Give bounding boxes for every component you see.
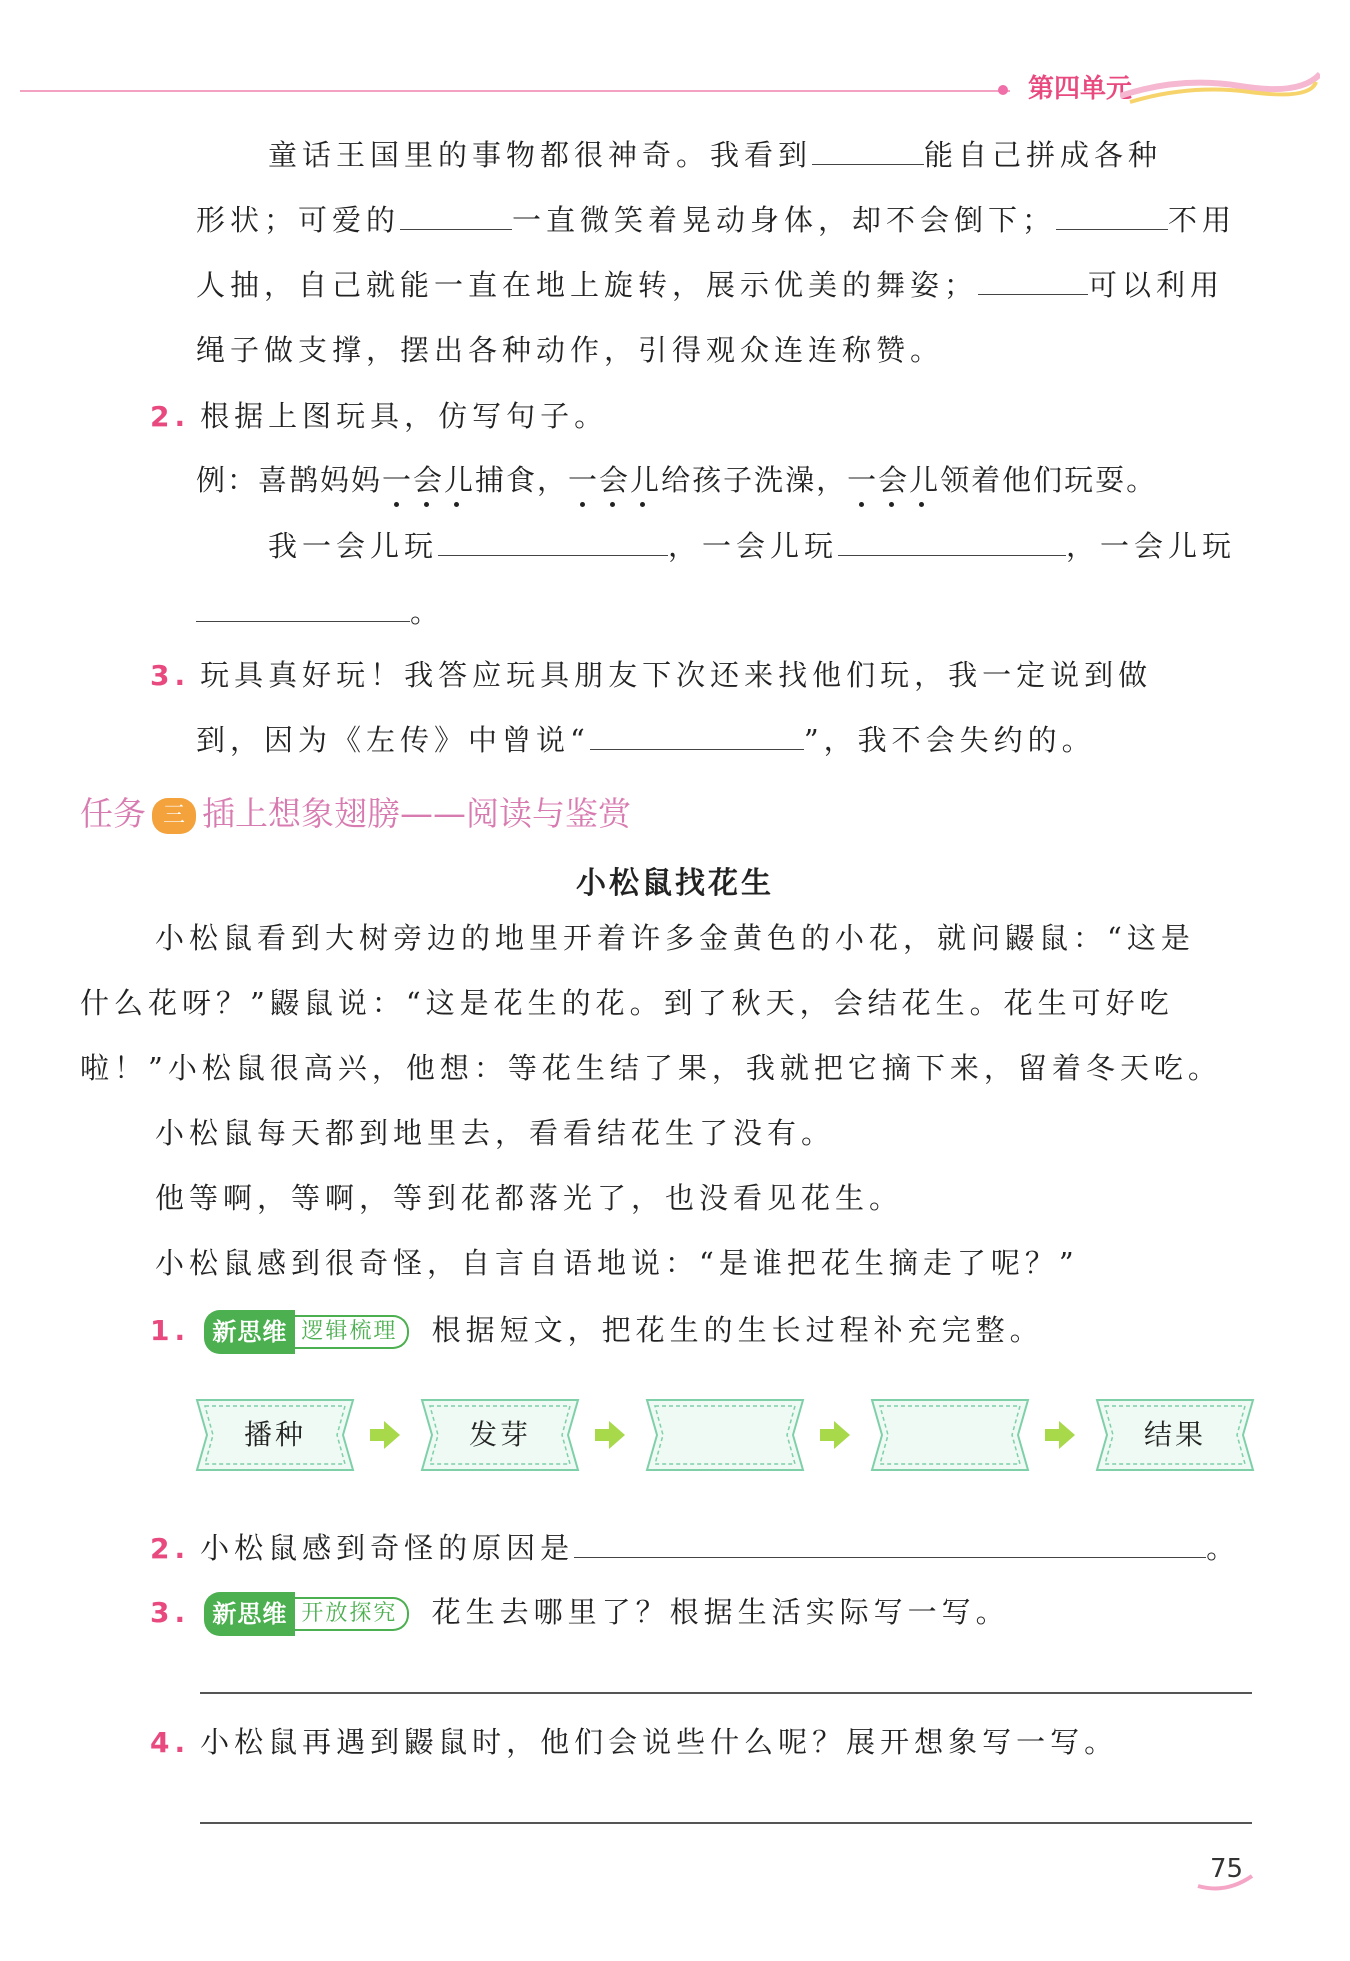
- flow-step-box: [1095, 1398, 1255, 1472]
- story-paragraph-1-line-3: 啦！”小松鼠很高兴，他想：等花生结了果，我就把它摘下来，留着冬天吃。: [80, 1051, 1222, 1085]
- flow-step-box: [195, 1398, 355, 1472]
- answer-blank[interactable]: [1056, 205, 1168, 230]
- story-paragraph-1-line-1: 小松鼠看到大树旁边的地里开着许多金黄色的小花，就问鼹鼠：“这是: [155, 921, 1195, 955]
- story-paragraph-1-line-2: 什么花呀？”鼹鼠说：“这是花生的花。到了秋天，会结花生。花生可好吃: [80, 986, 1174, 1020]
- story-paragraph-4: 小松鼠感到很奇怪，自言自语地说：“是谁把花生摘走了呢？”: [155, 1246, 1079, 1280]
- new-thinking-badge: 新思维: [204, 1310, 295, 1354]
- story-paragraph-3: 他等啊，等啊，等到花都落光了，也没看见花生。: [155, 1181, 904, 1215]
- emphasis-dots: 一会儿: [847, 463, 940, 497]
- arrow-right-icon: [368, 1418, 402, 1452]
- flow-step-box: [420, 1398, 580, 1472]
- task-number-badge: 三: [152, 798, 196, 834]
- task-heading: 任务 三 插上想象翅膀——阅读与鉴赏: [80, 794, 631, 833]
- flow-step-box[interactable]: [870, 1398, 1030, 1472]
- arrow-right-icon: [818, 1418, 852, 1452]
- flow-step-label: [645, 1398, 805, 1472]
- answer-blank[interactable]: [574, 1533, 1206, 1558]
- new-thinking-badge: 新思维: [204, 1592, 295, 1636]
- passage-line-3: 人抽，自己就能一直在地上旋转，展示优美的舞姿； 可以利用: [196, 268, 1225, 302]
- reading-question-3: 3. 新思维 开放探究 花生去哪里了？根据生活实际写一写。: [150, 1592, 1010, 1636]
- unit-label: 第四单元: [1028, 74, 1133, 104]
- emphasis-dots: 一会儿: [382, 463, 475, 497]
- answer-blank[interactable]: [400, 205, 512, 230]
- flow-step-label: 播种: [243, 1418, 306, 1451]
- answer-blank[interactable]: [978, 270, 1088, 295]
- imitation-line-2: 。: [196, 592, 444, 632]
- page-number: 75: [1210, 1854, 1244, 1884]
- answer-blank[interactable]: [838, 531, 1066, 556]
- arrow-right-icon: [593, 1418, 627, 1452]
- question-2: 2. 根据上图玩具，仿写句子。: [150, 399, 609, 433]
- flow-step-box[interactable]: [645, 1398, 805, 1472]
- arrow-right-icon: [1043, 1418, 1077, 1452]
- header-rule: [20, 90, 1010, 92]
- passage-line-4: 绳子做支撑，摆出各种动作，引得观众连连称赞。: [196, 333, 945, 367]
- passage-line-1: 童话王国里的事物都很神奇。我看到 能自己拼成各种: [268, 138, 1163, 172]
- answer-blank[interactable]: [196, 597, 410, 622]
- logic-tag: 逻辑梳理: [295, 1315, 409, 1349]
- story-title: 小松鼠找花生: [576, 866, 774, 901]
- example-sentence: 例：喜鹊妈妈一会儿 捕食，一会儿 给孩子洗澡，一会儿 领着他们玩耍。: [196, 460, 1157, 500]
- passage-line-2: 形状；可爱的 一直微笑着晃动身体，却不会倒下； 不用: [196, 203, 1237, 237]
- imitation-line-1: 我一会儿玩 ，一会儿玩 ，一会儿玩: [268, 529, 1237, 563]
- reading-question-2: 2. 小松鼠感到奇怪的原因是 。: [150, 1531, 1241, 1565]
- header-dot-icon: [998, 85, 1008, 95]
- flow-step-label: 发芽: [468, 1418, 531, 1451]
- answer-line[interactable]: [200, 1822, 1252, 1824]
- open-exploration-tag: 开放探究: [295, 1597, 409, 1631]
- answer-blank[interactable]: [590, 725, 804, 750]
- question-3: 3. 玩具真好玩！我答应玩具朋友下次还来找他们玩，我一定说到做: [150, 658, 1153, 692]
- answer-blank[interactable]: [438, 531, 668, 556]
- reading-question-1: 1. 新思维 逻辑梳理 根据短文，把花生的生长过程补充完整。: [150, 1310, 1044, 1354]
- story-paragraph-2: 小松鼠每天都到地里去，看看结花生了没有。: [155, 1116, 836, 1150]
- flow-step-label: 结果: [1143, 1418, 1206, 1451]
- answer-line[interactable]: [200, 1692, 1252, 1694]
- flow-step-label: [870, 1398, 1030, 1472]
- question-3-line-2: 到，因为《左传》中曾说“ ”，我不会失约的。: [196, 723, 1096, 757]
- reading-question-4: 4. 小松鼠再遇到鼹鼠时，他们会说些什么呢？展开想象写一写。: [150, 1725, 1119, 1759]
- answer-blank[interactable]: [812, 140, 924, 165]
- page-swoosh-icon: [1196, 1872, 1256, 1892]
- emphasis-dots: 一会儿: [568, 463, 661, 497]
- swoosh-decoration-icon: [1120, 66, 1320, 106]
